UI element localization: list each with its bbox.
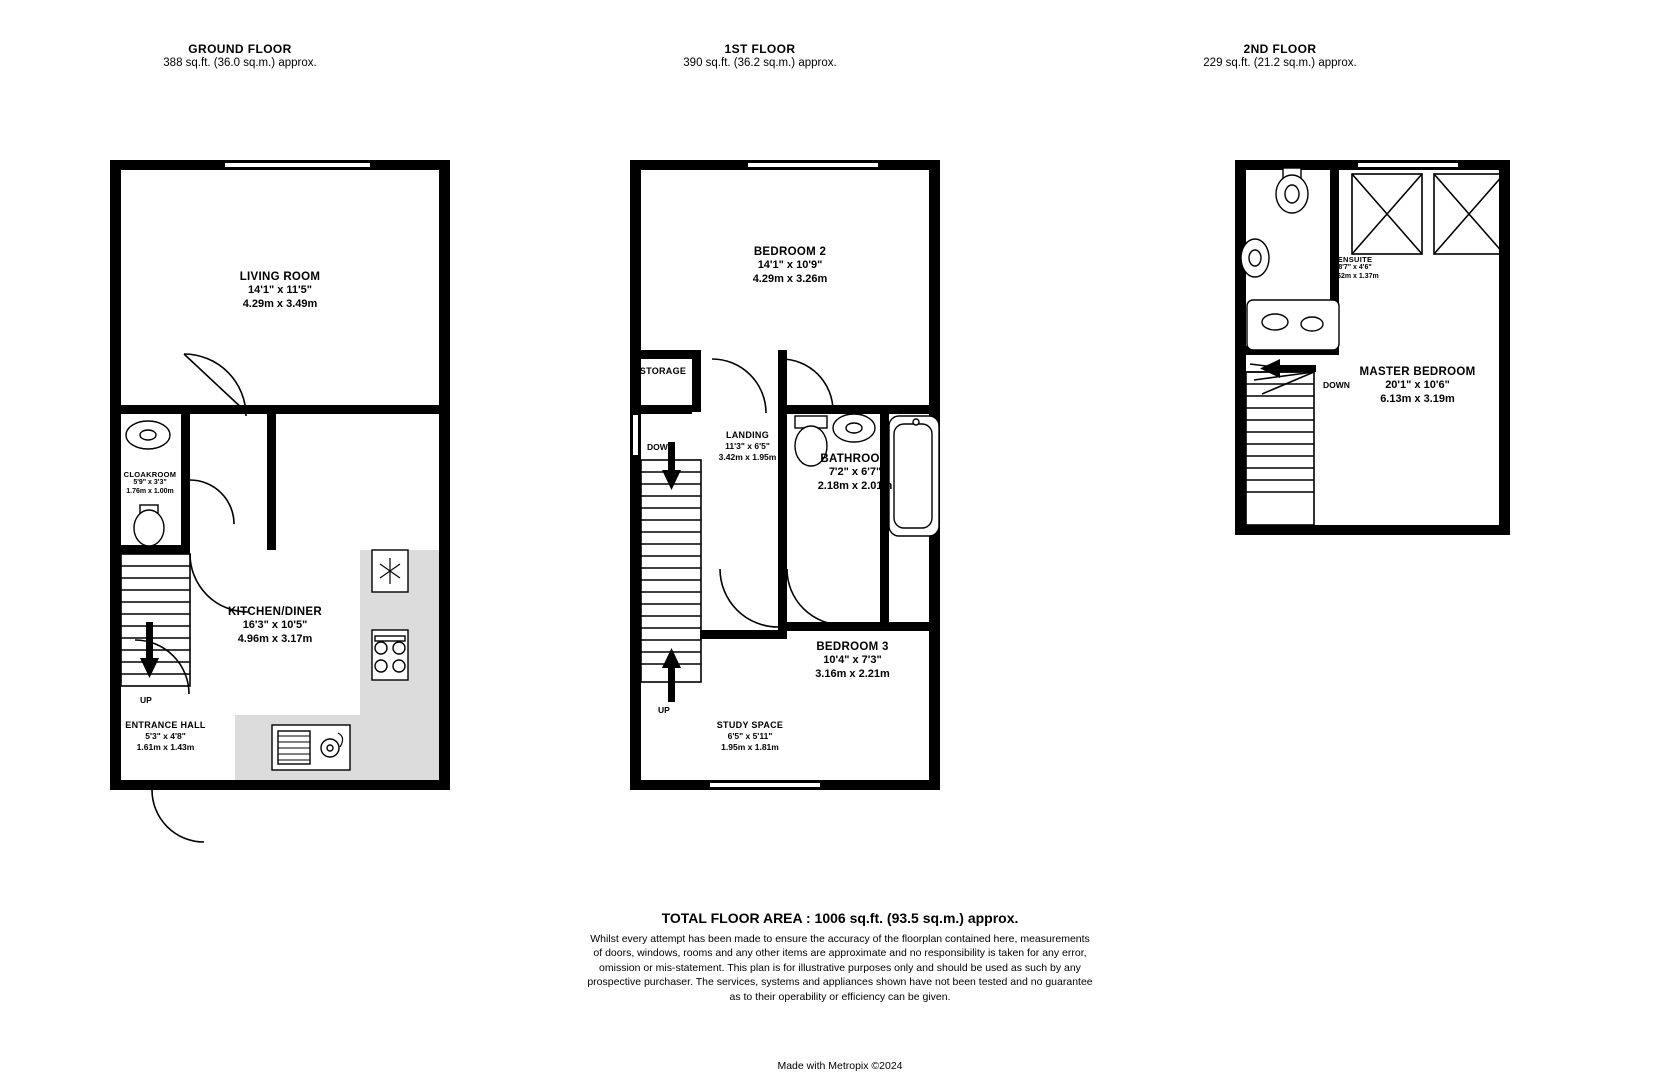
disclaimer-line: prospective purchaser. The services, systems and appliances shown have not been tested and no guarantee — [587, 976, 1093, 989]
room-label-bedroom-3: BEDROOM 3 10'4" x 7'3" 3.16m x 2.21m — [815, 641, 890, 681]
room-label-landing: LANDING 11'3" x 6'5" 3.42m x 1.95m — [718, 430, 777, 462]
stairs-direction-down: DOWN — [1323, 380, 1350, 390]
credit: Made with Metropix ©2024 — [777, 1060, 903, 1072]
room-label-kitchen-diner: KITCHEN/DINER 16'3" x 10'5" 4.96m x 3.17m — [228, 606, 322, 646]
floor-second — [1040, 0, 1520, 880]
disclaimer — [0, 932, 1680, 1004]
floor-title-second: 2ND FLOOR — [1243, 42, 1317, 56]
room-label-living-room: LIVING ROOM 14'1" x 11'5" 4.29m x 3.49m — [239, 271, 321, 311]
room-label-master-bedroom: MASTER BEDROOM 20'1" x 10'6" 6.13m x 3.19m — [1359, 366, 1476, 406]
disclaimer-line: Whilst every attempt has been made to ensure the accuracy of the floorplan contained here, measurements — [590, 933, 1090, 945]
room-label-ensuite: ENSUITE 8'7" x 4'6" 2.62m x 1.37m — [1331, 255, 1379, 281]
total-floor-area: TOTAL FLOOR AREA : 1006 sq.ft. (93.5 sq.m.) approx. — [661, 910, 1019, 926]
floor-title-ground: GROUND FLOOR — [188, 42, 292, 56]
room-label-storage: STORAGE — [639, 366, 687, 376]
stairs-ground — [0, 150, 480, 810]
floor-area-ground: 388 sq.ft. (36.0 sq.m.) approx. — [163, 57, 317, 69]
disclaimer-line: as to their operability or efficiency can be given. — [729, 990, 951, 1003]
room-label-bathroom: BATHROOM 7'2" x 6'7" 2.18m x 2.01m — [817, 453, 893, 493]
stairs-direction-down: DOWN — [647, 442, 674, 452]
stairs-second — [1040, 150, 1520, 570]
room-label-cloakroom: CLOAKROOM 5'9" x 3'3" 1.76m x 1.00m — [123, 470, 177, 496]
room-label-entrance-hall: ENTRANCE HALL 5'3" x 4'8" 1.61m x 1.43m — [125, 720, 206, 752]
disclaimer-line: omission or mis-statement. This plan is for illustrative purposes only and should be used as such by any — [599, 961, 1081, 974]
floor-title-first: 1ST FLOOR — [724, 42, 796, 56]
floor-area-second: 229 sq.ft. (21.2 sq.m.) approx. — [1203, 57, 1357, 69]
stairs-direction-up: UP — [140, 695, 152, 705]
stairs-direction-up: UP — [658, 705, 670, 715]
room-label-bedroom-2: BEDROOM 2 14'1" x 10'9" 4.29m x 3.26m — [752, 246, 828, 286]
floor-area-first: 390 sq.ft. (36.2 sq.m.) approx. — [683, 57, 837, 69]
floor-first — [520, 0, 1000, 880]
disclaimer-line: of doors, windows, rooms and any other items are approximate and no responsibility is taken for any error, — [593, 947, 1087, 960]
room-label-study-space: STUDY SPACE 6'5" x 5'11" 1.95m x 1.81m — [716, 720, 784, 752]
floor-ground — [0, 0, 480, 880]
